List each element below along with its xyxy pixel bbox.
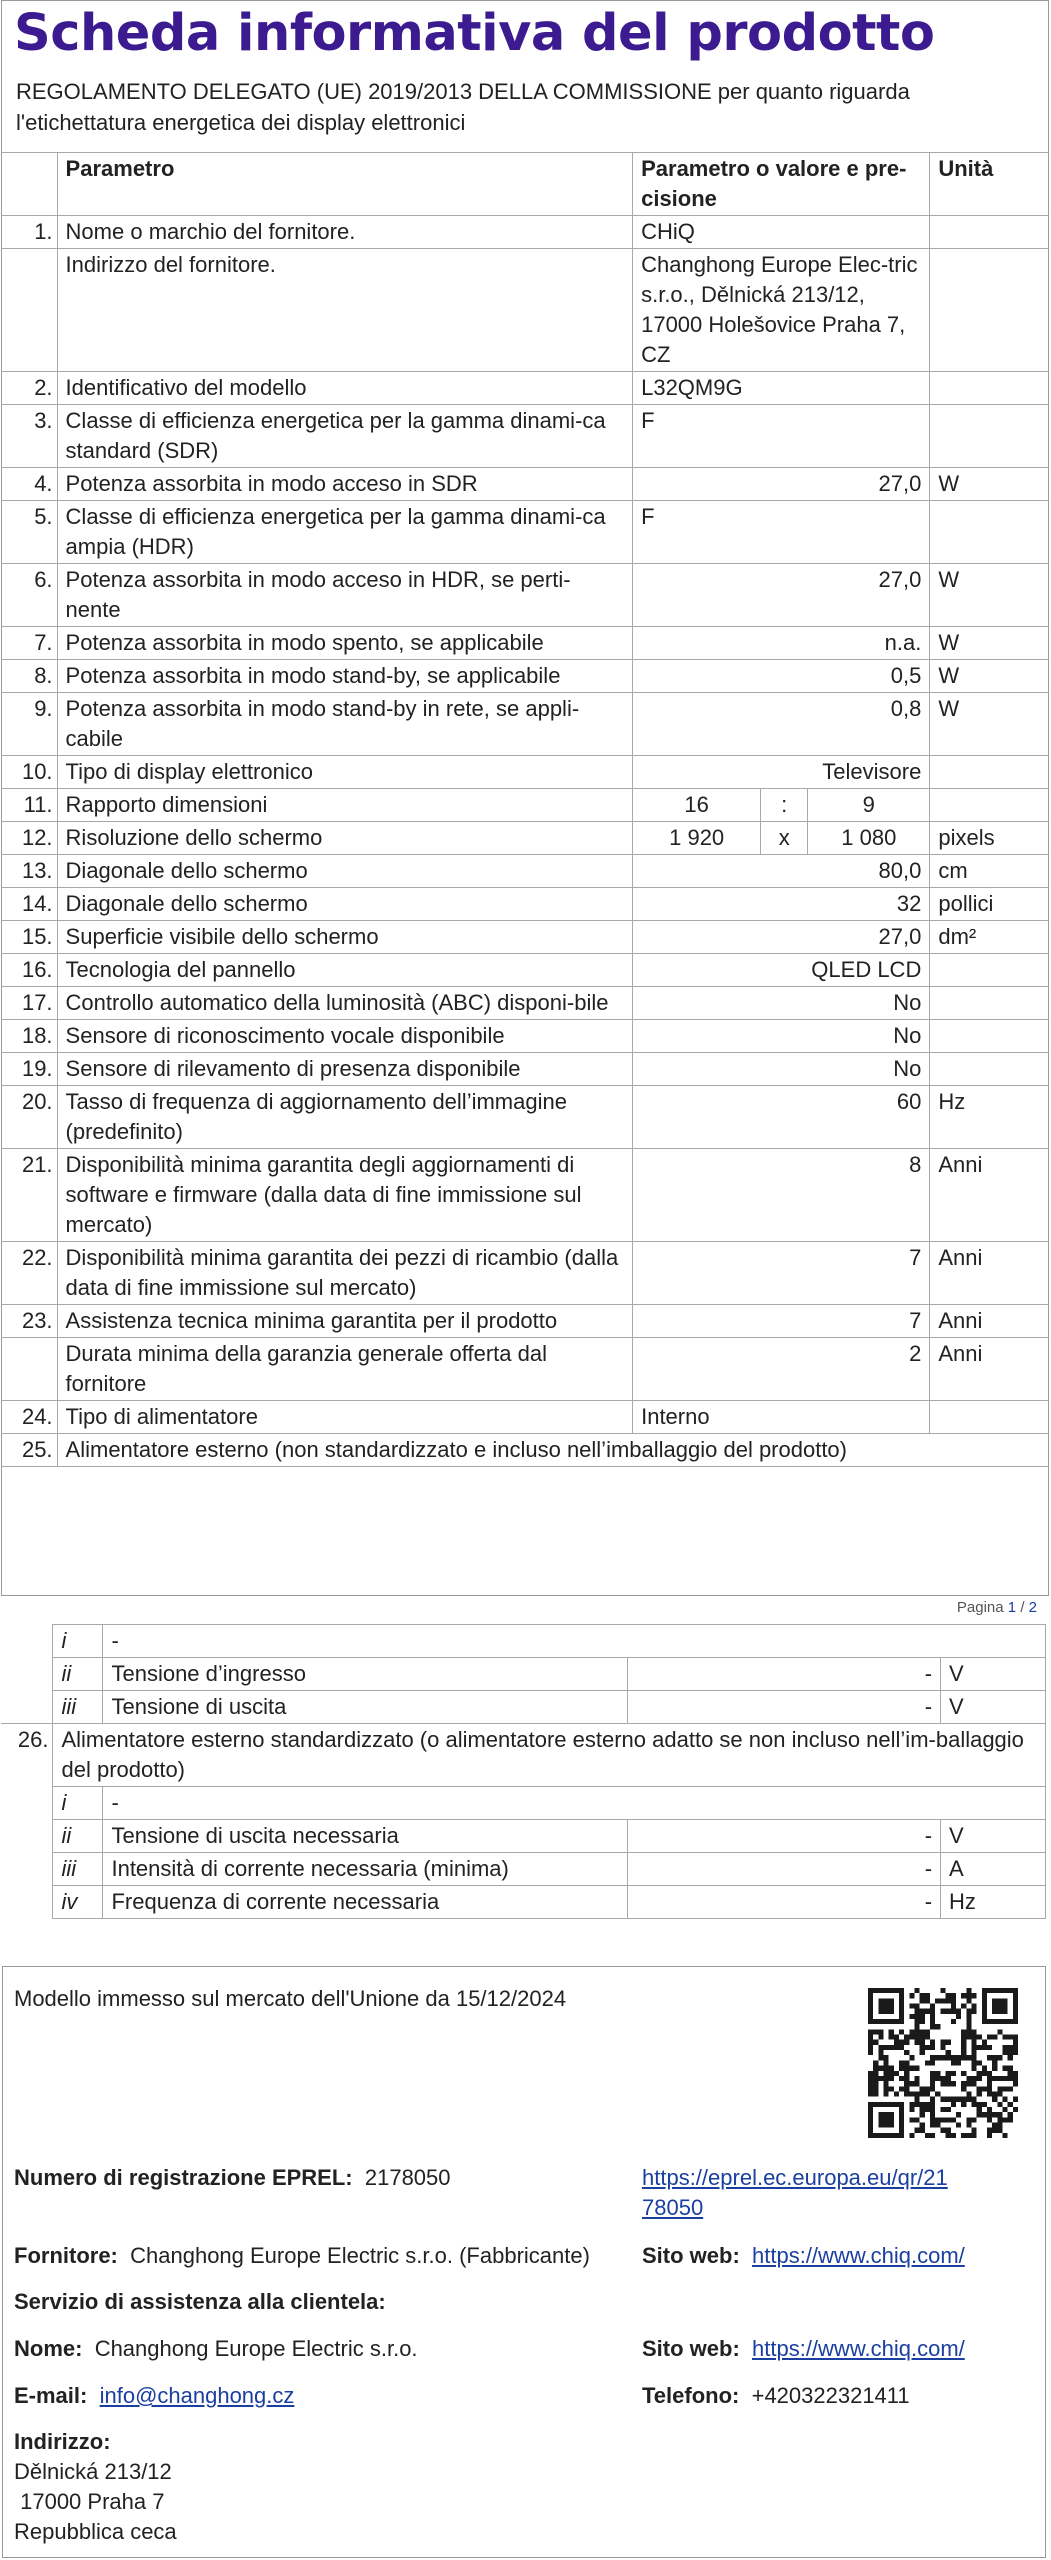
- row-value: F: [633, 501, 930, 564]
- row-parameter: Classe di efficienza energetica per la gamma dinami-ca ampia (HDR): [57, 501, 633, 564]
- row-number: 14.: [1, 888, 57, 921]
- row-number: 20.: [1, 1086, 57, 1149]
- row-unit: [930, 1020, 1049, 1053]
- row-number: 11.: [1, 789, 57, 822]
- name-label: Nome:: [14, 2336, 83, 2361]
- table-row: [1, 1305, 1049, 1338]
- row-unit: W: [930, 627, 1049, 660]
- sub-row-roman: i: [53, 1625, 103, 1658]
- row-value: Televisore: [633, 756, 930, 789]
- sub-row-unit: V: [941, 1691, 1046, 1724]
- row-number: 16.: [1, 954, 57, 987]
- table-row: [1, 1242, 1049, 1305]
- table-row: [1, 1401, 1049, 1434]
- row-parameter: Disponibilità minima garantita degli aggiornamenti di software e firmware (dalla data di fine immissione sul mercato): [57, 1149, 633, 1242]
- sub-row: [1, 1820, 1046, 1853]
- pagination-label: Pagina: [956, 1599, 1004, 1616]
- row-value: Changhong Europe Elec-tric s.r.o., Dělnická 213/12, 17000 Holešovice Praha 7, CZ: [633, 249, 930, 372]
- row-parameter: Potenza assorbita in modo spento, se applicabile: [57, 627, 633, 660]
- sub-row-indent: [1, 1820, 53, 1853]
- table-row: [1, 216, 1049, 249]
- row-number: 7.: [1, 627, 57, 660]
- table-row: [1, 789, 1049, 822]
- row-value-a: 16: [633, 789, 761, 822]
- row-parameter: Nome o marchio del fornitore.: [57, 216, 633, 249]
- sub-row-unit: V: [941, 1820, 1046, 1853]
- row-value: 8: [633, 1149, 930, 1242]
- table-row: [1, 468, 1049, 501]
- pagination-sep: /: [1020, 1599, 1025, 1616]
- eprel-link-line2[interactable]: 78050: [642, 2195, 704, 2220]
- row-parameter: Assistenza tecnica minima garantita per il prodotto: [57, 1305, 633, 1338]
- row-value: No: [633, 987, 930, 1020]
- row-parameter: Alimentatore esterno standardizzato (o alimentatore esterno adatto se non incluso nell’im-ballaggio del prodotto): [53, 1724, 1046, 1787]
- sub-row-parameter: Tensione di uscita: [103, 1691, 628, 1724]
- sub-row: [1, 1658, 1046, 1691]
- row-parameter: Tipo di alimentatore: [57, 1401, 633, 1434]
- parameters-table: [1, 152, 1049, 1467]
- sub-row: [1, 1886, 1046, 1919]
- row-number: 18.: [1, 1020, 57, 1053]
- sub-row-roman: iii: [53, 1853, 103, 1886]
- row-parameter: Tipo di display elettronico: [57, 756, 633, 789]
- row-unit: [930, 405, 1049, 468]
- row-value: 80,0: [633, 855, 930, 888]
- row-unit: pixels: [930, 822, 1049, 855]
- sub-row-value: -: [628, 1853, 941, 1886]
- qr-code-icon[interactable]: [868, 1988, 1018, 2138]
- address-line3: Repubblica ceca: [14, 2519, 177, 2544]
- row-number: 23.: [1, 1305, 57, 1338]
- phone-value: +420322321411: [751, 2383, 910, 2408]
- row-number: 24.: [1, 1401, 57, 1434]
- row-value-sep: :: [761, 789, 808, 822]
- row-value: No: [633, 1020, 930, 1053]
- row-unit: [930, 216, 1049, 249]
- row-number: [1, 249, 57, 372]
- table-row: [1, 756, 1049, 789]
- table-row: [1, 627, 1049, 660]
- website2-link[interactable]: https://www.chiq.com/: [752, 2336, 965, 2361]
- sub-row-roman: ii: [53, 1658, 103, 1691]
- sub-row-roman: i: [53, 1787, 103, 1820]
- row-parameter: Rapporto dimensioni: [57, 789, 633, 822]
- row-parameter: Sensore di rilevamento di presenza disponibile: [57, 1053, 633, 1086]
- row-value: No: [633, 1053, 930, 1086]
- row-parameter: Superficie visibile dello schermo: [57, 921, 633, 954]
- table-row: [1, 921, 1049, 954]
- table-row: [1, 888, 1049, 921]
- power-supply-table: [1, 1624, 1046, 1919]
- row-parameter: Potenza assorbita in modo stand-by, se applicabile: [57, 660, 633, 693]
- table-row: [1, 1724, 1046, 1787]
- sub-row: [1, 1853, 1046, 1886]
- row-number: 15.: [1, 921, 57, 954]
- eprel-link-line1[interactable]: https://eprel.ec.europa.eu/qr/21: [642, 2165, 948, 2190]
- row-unit: [930, 954, 1049, 987]
- row-value: L32QM9G: [633, 372, 930, 405]
- table-row: [1, 987, 1049, 1020]
- row-unit: [930, 987, 1049, 1020]
- row-number: 6.: [1, 564, 57, 627]
- row-unit: dm²: [930, 921, 1049, 954]
- sub-row-value: -: [628, 1886, 941, 1919]
- pagination: [957, 1599, 1037, 1616]
- row-number: 5.: [1, 501, 57, 564]
- row-parameter: Potenza assorbita in modo stand-by in rete, se appli-cabile: [57, 693, 633, 756]
- table-row: [1, 372, 1049, 405]
- table-row: [1, 564, 1049, 627]
- sub-row-value: -: [628, 1691, 941, 1724]
- header-num: [1, 153, 57, 216]
- name-value: Changhong Europe Electric s.r.o.: [94, 2336, 418, 2361]
- row-unit: Hz: [930, 1086, 1049, 1149]
- row-parameter: Potenza assorbita in modo acceso in SDR: [57, 468, 633, 501]
- sub-row-unit: V: [941, 1658, 1046, 1691]
- supplier-value: Changhong Europe Electric s.r.o. (Fabbricante): [130, 2243, 590, 2268]
- row-value: 27,0: [633, 468, 930, 501]
- row-unit: [930, 789, 1049, 822]
- market-date: Modello immesso sul mercato dell'Unione da 15/12/2024: [14, 1986, 567, 2011]
- table-row: [1, 693, 1049, 756]
- page-subtitle: REGOLAMENTO DELEGATO (UE) 2019/2013 DELLA COMMISSIONE per quanto riguarda l'etichettatura energetica dei display elettronici: [16, 79, 910, 135]
- sub-row-value: -: [628, 1658, 941, 1691]
- row-unit: Anni: [930, 1149, 1049, 1242]
- sub-row-unit: Hz: [941, 1886, 1046, 1919]
- sub-row-roman: ii: [53, 1820, 103, 1853]
- row-number: 1.: [1, 216, 57, 249]
- sub-row-parameter: -: [103, 1787, 1046, 1820]
- supplier-label: Fornitore:: [14, 2243, 118, 2268]
- row-parameter: Tecnologia del pannello: [57, 954, 633, 987]
- row-number: 8.: [1, 660, 57, 693]
- row-number: 26.: [1, 1724, 53, 1787]
- sub-row-parameter: Tensione di uscita necessaria: [103, 1820, 628, 1853]
- row-value: 0,5: [633, 660, 930, 693]
- website-label: Sito web:: [642, 2243, 740, 2268]
- row-value: 32: [633, 888, 930, 921]
- row-unit: W: [930, 468, 1049, 501]
- table-row: [1, 249, 1049, 372]
- address-label: Indirizzo:: [14, 2429, 111, 2454]
- table-row: [1, 1338, 1049, 1401]
- sub-row-parameter: -: [103, 1625, 1046, 1658]
- row-number: 17.: [1, 987, 57, 1020]
- customer-service-label: Servizio di assistenza alla clientela:: [14, 2289, 386, 2314]
- sub-row-indent: [1, 1625, 53, 1658]
- row-unit: [930, 1053, 1049, 1086]
- sub-row-parameter: Intensità di corrente necessaria (minima): [103, 1853, 628, 1886]
- eprel-label: Numero di registrazione EPREL:: [14, 2165, 353, 2190]
- row-unit: W: [930, 693, 1049, 756]
- email-link[interactable]: info@changhong.cz: [99, 2383, 295, 2408]
- row-value: QLED LCD: [633, 954, 930, 987]
- row-value: 7: [633, 1305, 930, 1338]
- sub-row-indent: [1, 1691, 53, 1724]
- header-parameter: Parametro: [57, 153, 633, 216]
- table-row: [1, 1020, 1049, 1053]
- row-number: 21.: [1, 1149, 57, 1242]
- row-parameter: Potenza assorbita in modo acceso in HDR, se perti-nente: [57, 564, 633, 627]
- address-line1: Dělnická 213/12: [14, 2459, 172, 2484]
- website-link[interactable]: https://www.chiq.com/: [752, 2243, 965, 2268]
- row-unit: Anni: [930, 1305, 1049, 1338]
- row-value-b: 9: [808, 789, 930, 822]
- row-unit: Anni: [930, 1242, 1049, 1305]
- row-parameter: Alimentatore esterno (non standardizzato e incluso nell’imballaggio del prodotto): [57, 1434, 1049, 1467]
- table-row: [1, 1149, 1049, 1242]
- table-row: [1, 855, 1049, 888]
- row-number: 4.: [1, 468, 57, 501]
- row-number: 12.: [1, 822, 57, 855]
- row-number: 2.: [1, 372, 57, 405]
- row-parameter: Tasso di frequenza di aggiornamento dell’immagine (predefinito): [57, 1086, 633, 1149]
- sub-row-roman: iv: [53, 1886, 103, 1919]
- sub-row-indent: [1, 1787, 53, 1820]
- table-row: [1, 405, 1049, 468]
- sub-row-value: -: [628, 1820, 941, 1853]
- row-number: 13.: [1, 855, 57, 888]
- sub-row-unit: A: [941, 1853, 1046, 1886]
- row-value-a: 1 920: [633, 822, 761, 855]
- row-value: 7: [633, 1242, 930, 1305]
- address-line2: 17000 Praha 7: [14, 2489, 165, 2514]
- table-row: [1, 1086, 1049, 1149]
- sub-row-parameter: Frequenza di corrente necessaria: [103, 1886, 628, 1919]
- row-unit: [930, 249, 1049, 372]
- row-value-b: 1 080: [808, 822, 930, 855]
- row-value: 2: [633, 1338, 930, 1401]
- row-number: 9.: [1, 693, 57, 756]
- row-value: 27,0: [633, 564, 930, 627]
- row-unit: pollici: [930, 888, 1049, 921]
- row-parameter: Identificativo del modello: [57, 372, 633, 405]
- sub-row: [1, 1691, 1046, 1724]
- row-number: 3.: [1, 405, 57, 468]
- email-label: E-mail:: [14, 2383, 88, 2408]
- row-unit: [930, 1401, 1049, 1434]
- row-value: 60: [633, 1086, 930, 1149]
- header-value: Parametro o valore e pre-cisione: [633, 153, 930, 216]
- row-unit: Anni: [930, 1338, 1049, 1401]
- row-parameter: Risoluzione dello schermo: [57, 822, 633, 855]
- pagination-total[interactable]: 2: [1028, 1599, 1037, 1616]
- row-parameter: Disponibilità minima garantita dei pezzi di ricambio (dalla data di fine immissione sul mercato): [57, 1242, 633, 1305]
- table-row: [1, 954, 1049, 987]
- row-number: [1, 1338, 57, 1401]
- row-unit: W: [930, 660, 1049, 693]
- row-parameter: Diagonale dello schermo: [57, 855, 633, 888]
- eprel-link[interactable]: [642, 2165, 948, 2220]
- table-row: [1, 501, 1049, 564]
- row-unit: [930, 372, 1049, 405]
- table-row: [1, 1053, 1049, 1086]
- row-parameter: Diagonale dello schermo: [57, 888, 633, 921]
- sub-row: [1, 1625, 1046, 1658]
- phone-label: Telefono:: [642, 2383, 740, 2408]
- table-row: [1, 660, 1049, 693]
- row-value: Interno: [633, 1401, 930, 1434]
- row-value: 0,8: [633, 693, 930, 756]
- row-number: 19.: [1, 1053, 57, 1086]
- eprel-number: 2178050: [364, 2165, 451, 2190]
- row-number: 22.: [1, 1242, 57, 1305]
- row-parameter: Classe di efficienza energetica per la gamma dinami-ca standard (SDR): [57, 405, 633, 468]
- row-number: 25.: [1, 1434, 57, 1467]
- header-unit: Unità: [930, 153, 1049, 216]
- table-row: [1, 1434, 1049, 1467]
- sub-row-indent: [1, 1853, 53, 1886]
- row-number: 10.: [1, 756, 57, 789]
- sub-row-roman: iii: [53, 1691, 103, 1724]
- row-parameter: Sensore di riconoscimento vocale disponibile: [57, 1020, 633, 1053]
- row-value-sep: x: [761, 822, 808, 855]
- row-unit: cm: [930, 855, 1049, 888]
- website2-label: Sito web:: [642, 2336, 740, 2361]
- page-title: Scheda informativa del prodotto: [14, 4, 935, 63]
- row-parameter: Indirizzo del fornitore.: [57, 249, 633, 372]
- table-header-row: [1, 153, 1049, 216]
- row-parameter: Controllo automatico della luminosità (ABC) disponi-bile: [57, 987, 633, 1020]
- row-value: CHiQ: [633, 216, 930, 249]
- row-value: 27,0: [633, 921, 930, 954]
- row-unit: [930, 501, 1049, 564]
- row-unit: [930, 756, 1049, 789]
- table-row: [1, 822, 1049, 855]
- row-unit: W: [930, 564, 1049, 627]
- sub-row-parameter: Tensione d’ingresso: [103, 1658, 628, 1691]
- sub-row-indent: [1, 1886, 53, 1919]
- sub-row: [1, 1787, 1046, 1820]
- sub-row-indent: [1, 1658, 53, 1691]
- row-value: F: [633, 405, 930, 468]
- row-value: n.a.: [633, 627, 930, 660]
- row-parameter: Durata minima della garanzia generale offerta dal fornitore: [57, 1338, 633, 1401]
- pagination-current[interactable]: 1: [1007, 1599, 1017, 1616]
